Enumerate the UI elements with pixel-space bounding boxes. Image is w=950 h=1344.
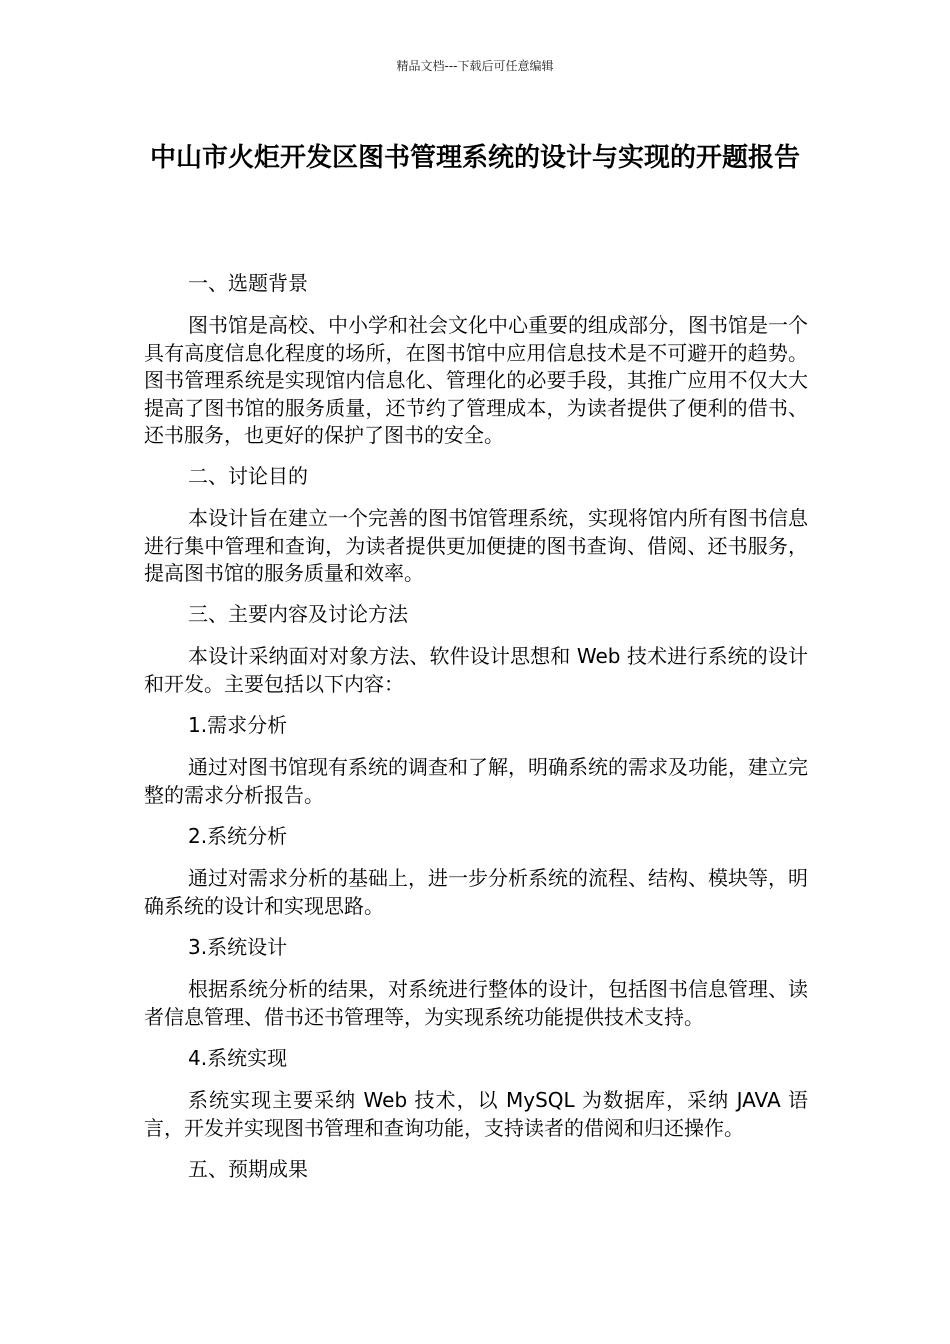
page-header: 精品文档---下载后可任意编辑 [396, 59, 554, 73]
document-title: 中山市火炬开发区图书管理系统的设计与实现的开题报告 [149, 143, 800, 173]
item-heading-requirements: 1.需求分析 [188, 713, 288, 737]
item-heading-system-analysis: 2.系统分析 [188, 824, 288, 848]
paragraph-purpose: 本设计旨在建立一个完善的图书馆管理系统，实现将馆内所有图书信息进行集中管理和查询，为读者提供更加便捷的图书查询、借阅、还书服务，提高图书馆的服务质量和效率。 [144, 506, 808, 585]
section-heading-content-methods: 三、主要内容及讨论方法 [188, 602, 408, 626]
section-heading-purpose: 二、讨论目的 [188, 464, 308, 488]
paragraph-background: 图书馆是高校、中小学和社会文化中心重要的组成部分，图书馆是一个具有高度信息化程度的场所，在图书馆中应用信息技术是不可避开的趋势。图书管理系统是实现馆内信息化、管理化的必要手段，其推广应用不仅大大提高了图书馆的服务质量，还节约了管理成本，为读者提供了便利的借书、还书服务，也更好的保护了图书的安全。 [144, 313, 808, 447]
section-heading-background: 一、选题背景 [188, 271, 308, 295]
paragraph-system-implementation: 系统实现主要采纳 Web 技术，以 MySQL 为数据库，采纳 JAVA 语言，开发并实现图书管理和查询功能，支持读者的借阅和归还操作。 [144, 1088, 808, 1140]
paragraph-system-analysis: 通过对需求分析的基础上，进一步分析系统的流程、结构、模块等，明确系统的设计和实现思路。 [144, 866, 808, 918]
item-heading-system-design: 3.系统设计 [188, 935, 288, 959]
paragraph-requirements: 通过对图书馆现有系统的调查和了解，明确系统的需求及功能，建立完整的需求分析报告。 [144, 755, 808, 807]
item-heading-system-implementation: 4.系统实现 [188, 1046, 288, 1070]
section-heading-expected-results: 五、预期成果 [188, 1157, 308, 1181]
paragraph-content-methods: 本设计采纳面对对象方法、软件设计思想和 Web 技术进行系统的设计和开发。主要包括以下内容： [144, 644, 808, 696]
paragraph-system-design: 根据系统分析的结果，对系统进行整体的设计，包括图书信息管理、读者信息管理、借书还书管理等，为实现系统功能提供技术支持。 [144, 977, 808, 1029]
